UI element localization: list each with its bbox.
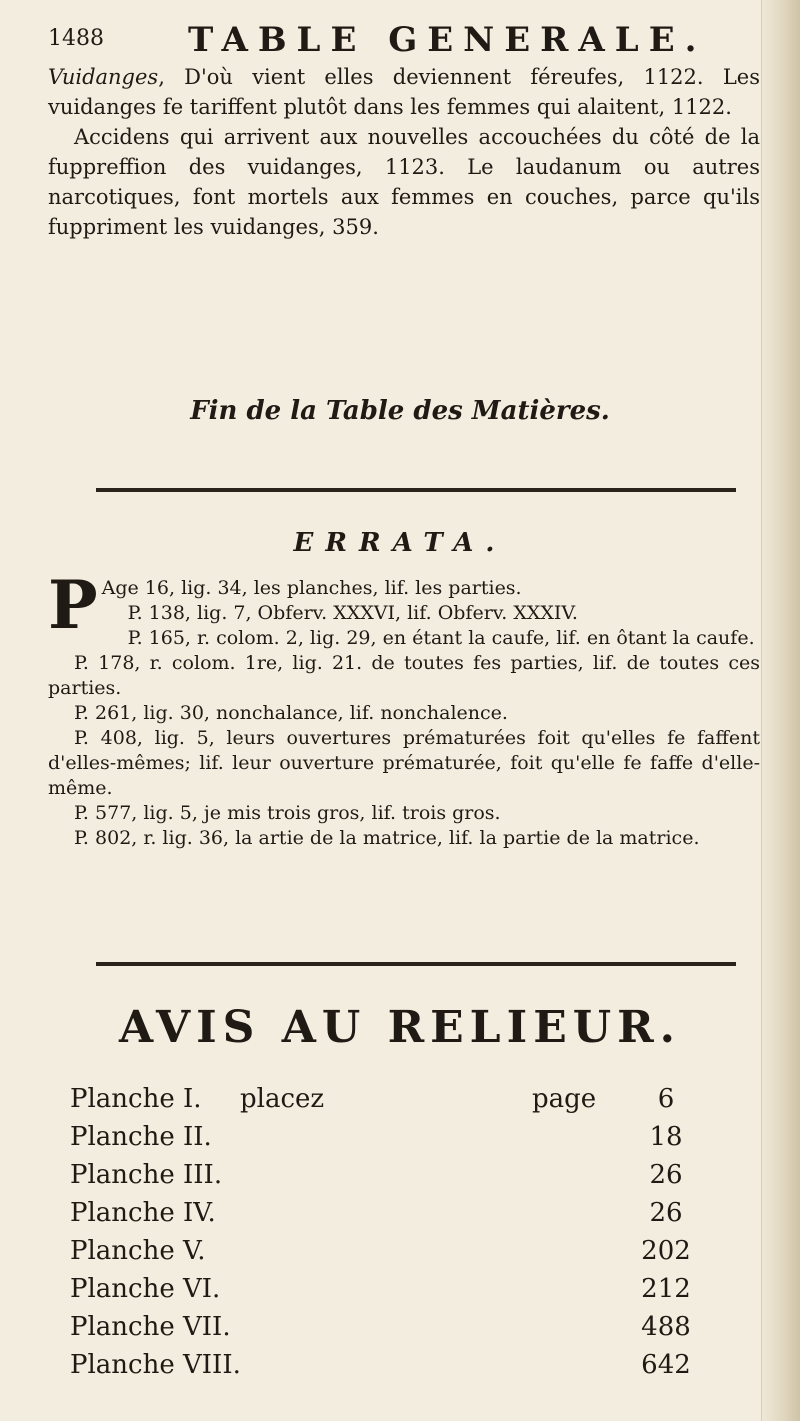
plate-row [70, 1312, 710, 1350]
index-entry-text: Accidens qui arrivent aux nouvelles accouchées du côté de la fuppreffion des vuidanges, 1123. Le laudanum ou autres narcotiques, font mortels aux femmes en couches, parce qu'ils fuppriment les vuidanges, 359. [48, 125, 760, 239]
errata-item: P. 178, r. colom. 1re, lig. 21. de toutes fes parties, lif. de toutes ces parties. [48, 652, 760, 699]
plate-row [70, 1084, 710, 1122]
errata-item: P. 408, lig. 5, leurs ouvertures prématurées foit qu'elles fe faffent d'elles-mêmes; lif. leur ouverture prématurée, foit qu'elle fe faffe d'elle-même. [48, 727, 760, 799]
plate-page: 202 [641, 1236, 691, 1266]
plate-page: 18 [649, 1122, 683, 1152]
section-divider [96, 488, 736, 492]
page-edge-shadow [761, 0, 800, 1421]
plate-row [70, 1274, 710, 1312]
errata-item: P. 577, lig. 5, je mis trois gros, lif. trois gros. [74, 802, 501, 824]
page-word: page [532, 1084, 597, 1114]
page-number: 1488 [48, 26, 104, 51]
plate-page: 6 [657, 1084, 675, 1114]
plate-label: Planche II. [70, 1122, 212, 1152]
plate-label: Planche I. [70, 1084, 202, 1114]
plate-label: Planche V. [70, 1236, 206, 1266]
plate-row [70, 1350, 710, 1388]
index-entry [48, 122, 760, 242]
plates-list [70, 1084, 710, 1388]
plate-label: Planche IV. [70, 1198, 216, 1228]
running-title: TABLE GENERALE. [188, 20, 707, 60]
errata-list [48, 566, 760, 851]
errata-item: P. 802, r. lig. 36, la artie de la matrice, lif. la partie de la matrice. [74, 827, 700, 849]
plate-page: 642 [641, 1350, 691, 1380]
errata-heading: ERRATA. [293, 528, 507, 558]
plate-row [70, 1160, 710, 1198]
running-header [48, 20, 758, 60]
plate-label: Planche VI. [70, 1274, 221, 1304]
errata-item: P. 138, lig. 7, Obferv. XXXVI, lif. Obferv. XXXIV. [127, 602, 578, 624]
index-entry-text: , D'où vient elles deviennent féreufes, 1122. Les vuidanges fe tariffent plutôt dans les femmes qui alaitent, 1122. [48, 65, 760, 119]
plate-page: 488 [641, 1312, 691, 1342]
errata-item: P Age 16, lig. 34, les planches, lif. les parties. [48, 566, 522, 644]
section-divider [96, 962, 736, 966]
index-entries [48, 62, 760, 242]
avis-heading: AVIS AU RELIEUR. [119, 1002, 681, 1053]
plate-label: Planche VII. [70, 1312, 231, 1342]
plate-row [70, 1236, 710, 1274]
plate-label: Planche VIII. [70, 1350, 241, 1380]
errata-item: P. 165, r. colom. 2, lig. 29, en étant la caufe, lif. en ôtant la caufe. [127, 627, 755, 649]
index-term: Vuidanges [48, 65, 159, 89]
plate-label: Planche III. [70, 1160, 223, 1190]
errata-item: P. 261, lig. 30, nonchalance, lif. nonchalence. [74, 702, 508, 724]
plate-page: 26 [649, 1160, 683, 1190]
drop-cap: P [48, 566, 98, 644]
plate-row [70, 1198, 710, 1236]
plate-page: 212 [641, 1274, 691, 1304]
placez-note: placez [240, 1084, 325, 1114]
index-entry [48, 62, 760, 122]
end-of-table-note: Fin de la Table des Matières. [190, 396, 610, 426]
plate-row [70, 1122, 710, 1160]
plate-page: 26 [649, 1198, 683, 1228]
